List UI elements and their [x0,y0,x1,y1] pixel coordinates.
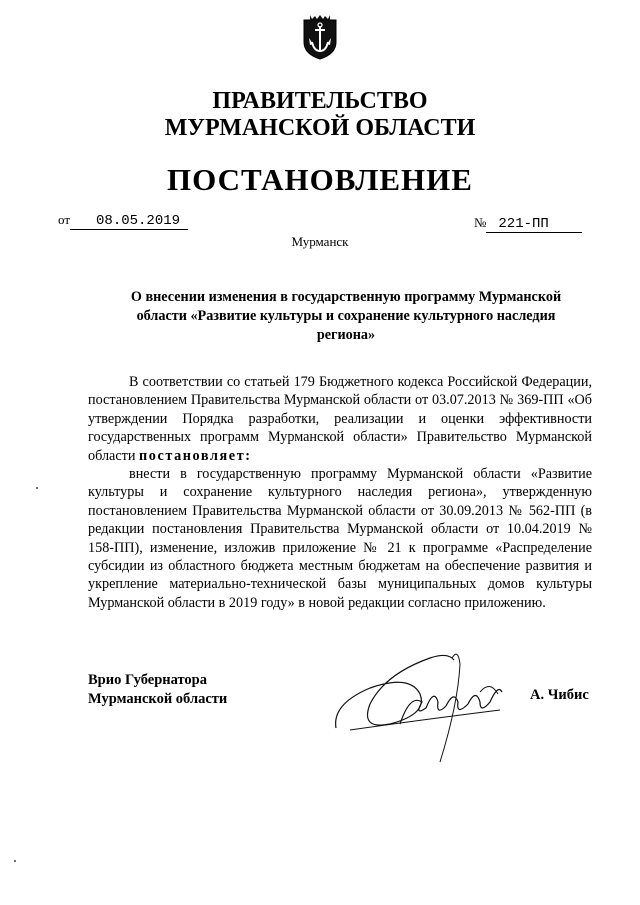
government-title-line2: МУРМАНСКОЙ ОБЛАСТИ [164,115,476,141]
date-value: 08.05.2019 [96,213,181,229]
document-type-title: ПОСТАНОВЛЕНИЕ [167,162,473,197]
city-name: Мурманск [291,234,349,249]
handwritten-signature [330,644,520,768]
date-prefix: от [58,212,71,227]
signatory-name: А. Чибис [530,687,589,703]
signatory-position-line1: Врио Губернатора [88,672,207,688]
body-paragraph-1: В соответствии со статьей 179 Бюджетного кодекса Российской Федерации, постановлением Правительства Мурманской области от 03.07.2013 № 369-ПП «Об утверждении Порядка разработки, реализации и оценки эффективности государственных программ Мурманской области» Правительство Мурманской области постановляет: [88,374,592,464]
scan-speck [14,860,16,862]
document-subject: О внесении изменения в государственную программу Мурманской области «Развитие культуры и сохранение культурного наследия региона» [130,289,562,343]
signatory-position [88,671,227,709]
signatory-position-line2: Мурманской области [88,691,228,707]
decree-word: постановляет: [138,447,252,464]
date-field [58,211,188,230]
scan-speck [36,487,38,489]
number-field [474,214,582,233]
number-value: 221-ПП [498,216,549,232]
coat-of-arms-emblem [301,14,339,60]
body-paragraph-2: внести в государственную программу Мурманской области «Развитие культуры и сохранение культурного наследия региона», утвержденную постановлением Правительства Мурманской области от 30.09.2013 № 562-ПП (в редакции постановления Правительства Мурманской области от 10.04.2019 № 158-ПП), изменение, изложив приложение № 21 к программе «Распределение субсидии из областного бюджета местным бюджетам на обеспечение развития и укрепление материально-технической базы муниципальных домов культуры Мурманской области в 2019 году» в новой редакции согласно приложению. [88,466,592,611]
document-body [88,373,592,612]
number-prefix: № [474,215,487,230]
government-title-line1: ПРАВИТЕЛЬСТВО [212,88,428,114]
